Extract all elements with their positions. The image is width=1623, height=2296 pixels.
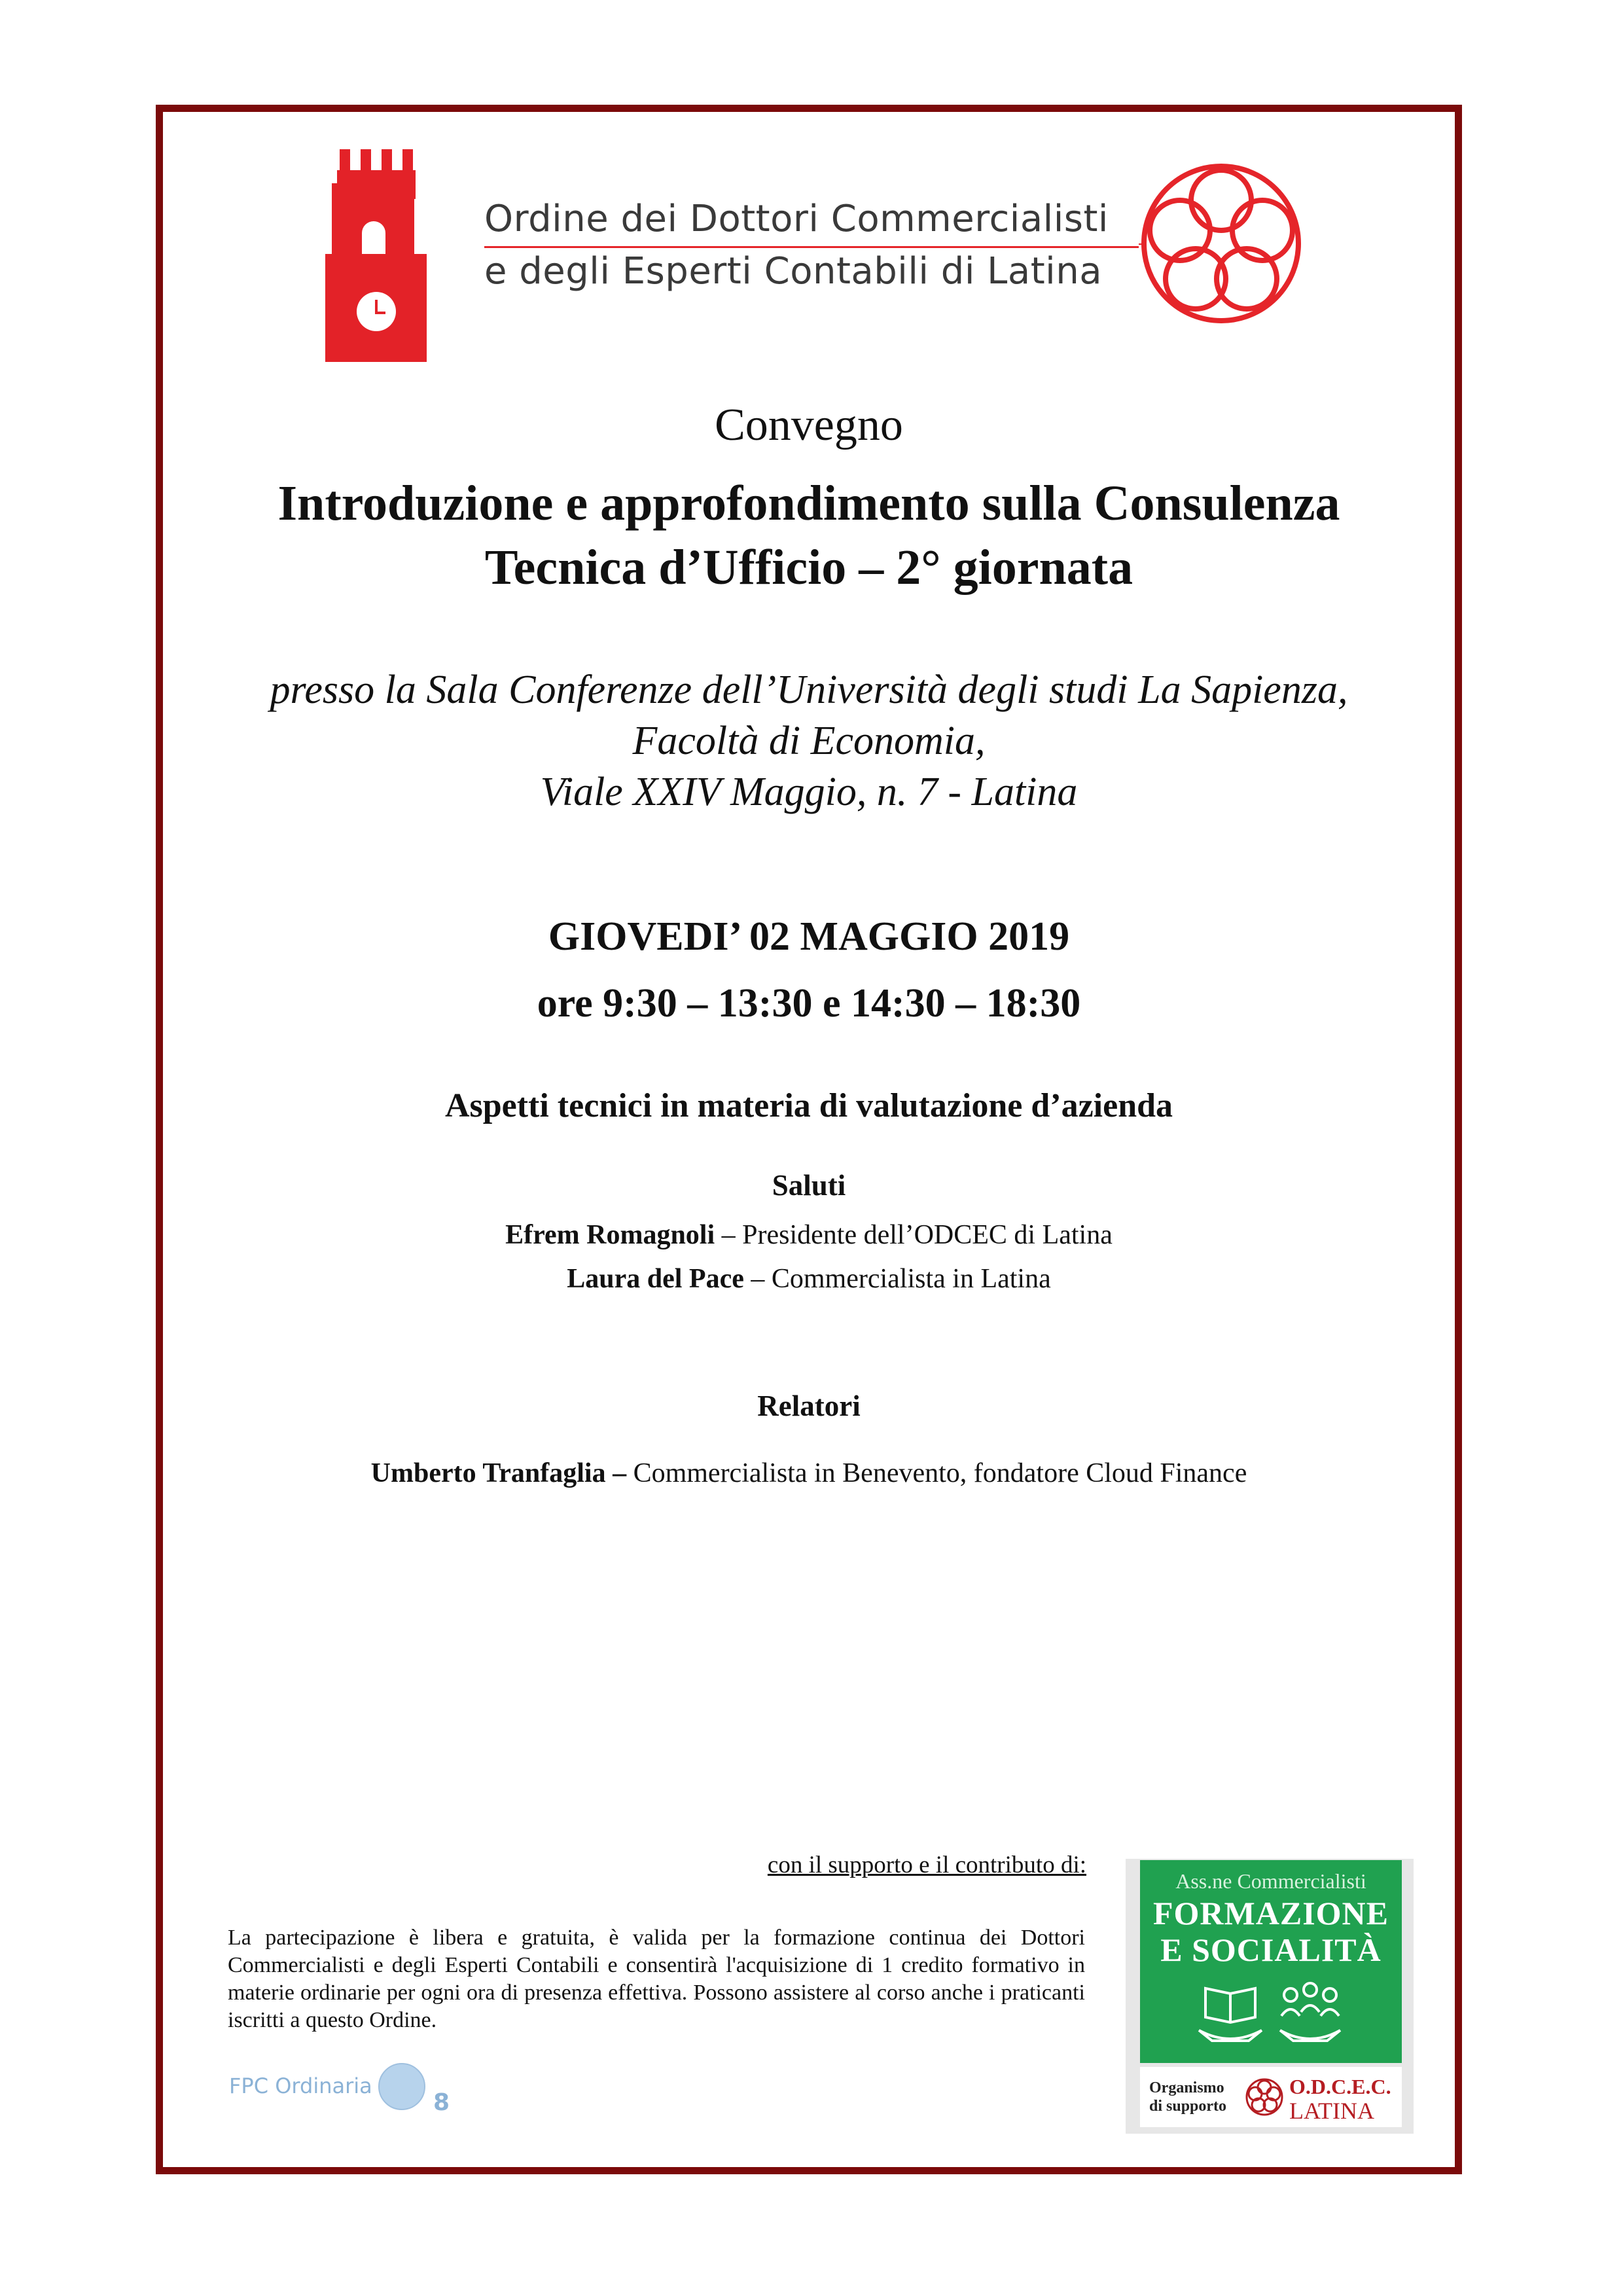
sponsor-name-line2: E SOCIALITÀ	[1160, 1931, 1382, 1968]
speaker-name: Umberto Tranfaglia –	[370, 1458, 633, 1488]
saluti-speaker	[156, 1219, 1462, 1251]
venue-line1: presso la Sala Conferenze dell’Università degli studi La Sapienza,	[270, 668, 1348, 712]
event-schedule	[156, 903, 1462, 1037]
rosette-emblem-icon	[1139, 161, 1304, 326]
relatore-speaker	[156, 1458, 1462, 1489]
speaker-name: Laura del Pace	[567, 1264, 744, 1294]
sponsor-banner	[1140, 1860, 1402, 2063]
speaker-role: Commercialista in Benevento, fondatore Cloud Finance	[633, 1458, 1247, 1488]
org-name-line2: e degli Esperti Contabili di Latina	[484, 250, 1103, 293]
sponsor-city: LATINA	[1289, 2098, 1374, 2124]
relatori-heading: Relatori	[757, 1390, 861, 1422]
fpc-credits: 8	[433, 2089, 450, 2116]
sponsor-footer	[1140, 2067, 1402, 2127]
sponsor-odcec: O.D.C.E.C.	[1289, 2075, 1391, 2098]
support-text: con il supporto e il contributo di:	[767, 1852, 1086, 1878]
org-divider	[484, 246, 1139, 248]
venue-line3: Viale XXIV Maggio, n. 7 - Latina	[540, 770, 1078, 814]
sponsor-org-label-line2: di supporto	[1149, 2098, 1227, 2115]
clock-tower-icon	[325, 149, 427, 362]
sponsor-org-label-line1: Organismo	[1149, 2079, 1224, 2096]
sponsor-name-line1: FORMAZIONE	[1153, 1895, 1389, 1931]
event-venue	[156, 664, 1462, 817]
book-and-people-icons	[1192, 1975, 1349, 2054]
fpc-label: FPC Ordinaria	[229, 2073, 372, 2098]
org-name-line1: Ordine dei Dottori Commercialisti	[484, 198, 1109, 240]
sponsor-org-label	[1149, 2079, 1226, 2115]
saluti-heading: Saluti	[772, 1169, 846, 1202]
event-title-line2: Tecnica d’Ufficio – 2° giornata	[484, 540, 1133, 595]
event-topic: Aspetti tecnici in materia di valutazione d’azienda	[444, 1087, 1173, 1124]
venue-line2: Facoltà di Economia,	[632, 719, 986, 763]
participation-note: La partecipazione è libera e gratuita, è valida per la formazione continua dei Dottori Commercialisti e degli Esperti Contabili e consentirà l'acquisizione di 1 credito formativo in materie ordinarie per ogni ora di presenza effettiva. Possono assistere al corso anche i praticanti iscritti a questo Ordine.	[228, 1926, 1085, 2032]
sponsor-top-text: Ass.ne Commercialisti	[1175, 1869, 1366, 1893]
event-time: ore 9:30 – 13:30 e 14:30 – 18:30	[537, 981, 1081, 1026]
mini-rosette-icon	[1245, 2077, 1284, 2117]
event-date: GIOVEDI’ 02 MAGGIO 2019	[548, 914, 1070, 959]
sponsor-badge	[1126, 1859, 1414, 2134]
event-type: Convegno	[715, 400, 903, 450]
event-title	[156, 471, 1462, 600]
event-title-line1: Introduzione e approfondimento sulla Consulenza	[277, 476, 1340, 531]
saluti-speaker	[156, 1263, 1462, 1295]
speaker-role: – Commercialista in Latina	[743, 1264, 1051, 1294]
speaker-role: – Presidente dell’ODCEC di Latina	[715, 1220, 1113, 1250]
fpc-circle-icon	[378, 2063, 425, 2110]
speaker-name: Efrem Romagnoli	[505, 1220, 715, 1250]
